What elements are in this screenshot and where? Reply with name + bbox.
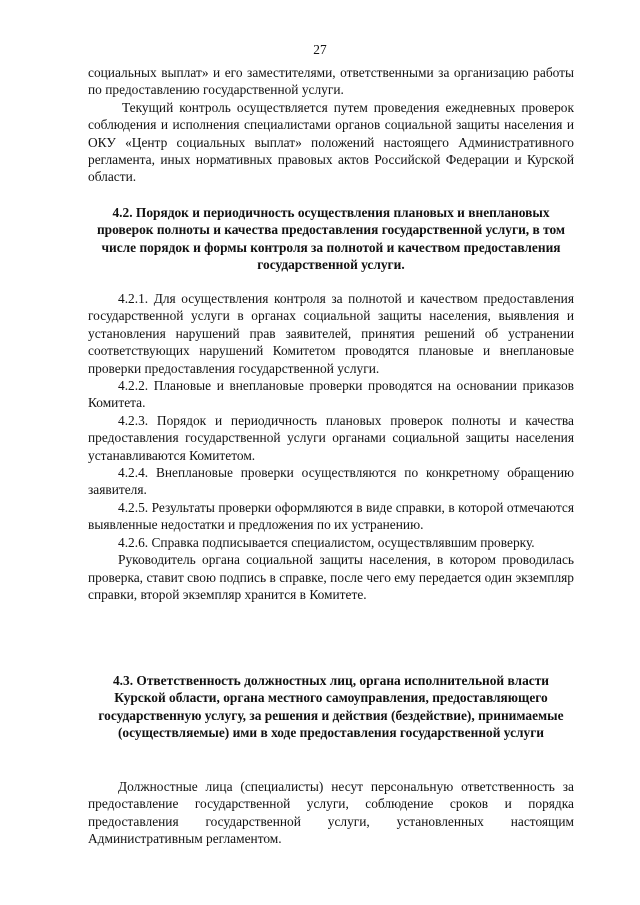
section-4-2-heading: 4.2. Порядок и периодичность осуществления плановых и внеплановых проверок полноты и качества предоставления государственной услуги, в том числе порядок и формы контроля за полнотой и качеством предоставления государственной услуги. [96,205,566,273]
paragraph-4-3-1: Должностные лица (специалисты) несут персональную ответственность за предоставление государственной услуги, соблюдение сроков и порядка предоставления государственной услуги, установленных настоящим Административным регламентом. [88,779,574,847]
section-4-2-body [88,290,574,603]
intro-paragraph-1: социальных выплат» и его заместителями, ответственными за организацию работы по предоставлению государственной услуги. [88,65,574,98]
paragraph-4-2-6: 4.2.6. Справка подписывается специалистом, осуществлявшим проверку. [118,534,535,550]
section-4-3-body [88,778,574,848]
paragraph-4-2-1: 4.2.1. Для осуществления контроля за полнотой и качеством предоставления государственной услуги в органах социальной защиты населения, выявления и установления нарушений прав заявителей, принятия решений об устранении соответствующих нарушений Комитетом проводятся плановые и внеплановые проверки предоставления государственной услуги. [88,291,574,376]
paragraph-4-2-2: 4.2.2. Плановые и внеплановые проверки проводятся на основании приказов Комитета. [88,378,574,411]
section-4-2 [88,204,574,274]
intro-block [88,64,574,186]
page-number: 27 [313,42,327,57]
paragraph-4-2-7: Руководитель органа социальной защиты населения, в котором проводилась проверка, ставит свою подпись в справке, после чего ему передается один экземпляр справки, второй экземпляр хранится в Комитете. [88,552,574,602]
paragraph-4-2-3: 4.2.3. Порядок и периодичность плановых проверок полноты и качества предоставления государственной услуги органами социальной защиты населения устанавливаются Комитетом. [88,412,574,463]
paragraph-4-2-5: 4.2.5. Результаты проверки оформляются в виде справки, в которой отмечаются выявленные недостатки и предложения по их устранению. [88,499,574,533]
section-4-3 [88,672,574,742]
paragraph-4-2-4: 4.2.4. Внеплановые проверки осуществляются по конкретному обращению заявителя. [88,465,574,498]
intro-paragraph-2: Текущий контроль осуществляется путем проведения ежедневных проверок соблюдения и исполнения специалистами органов социальной защиты населения и ОКУ «Центр социальных выплат» положений настоящего Административного регламента, иных нормативных правовых актов Российской Федерации и Курской области. [88,99,574,185]
section-4-3-heading: 4.3. Ответственность должностных лиц, органа исполнительной власти Курской области, органа местного самоуправления, предоставляющего государственную услугу, за решения и действия (бездействие), принимаемые (осуществляемые) ими в ходе предоставления государственной услуги [98,673,564,741]
